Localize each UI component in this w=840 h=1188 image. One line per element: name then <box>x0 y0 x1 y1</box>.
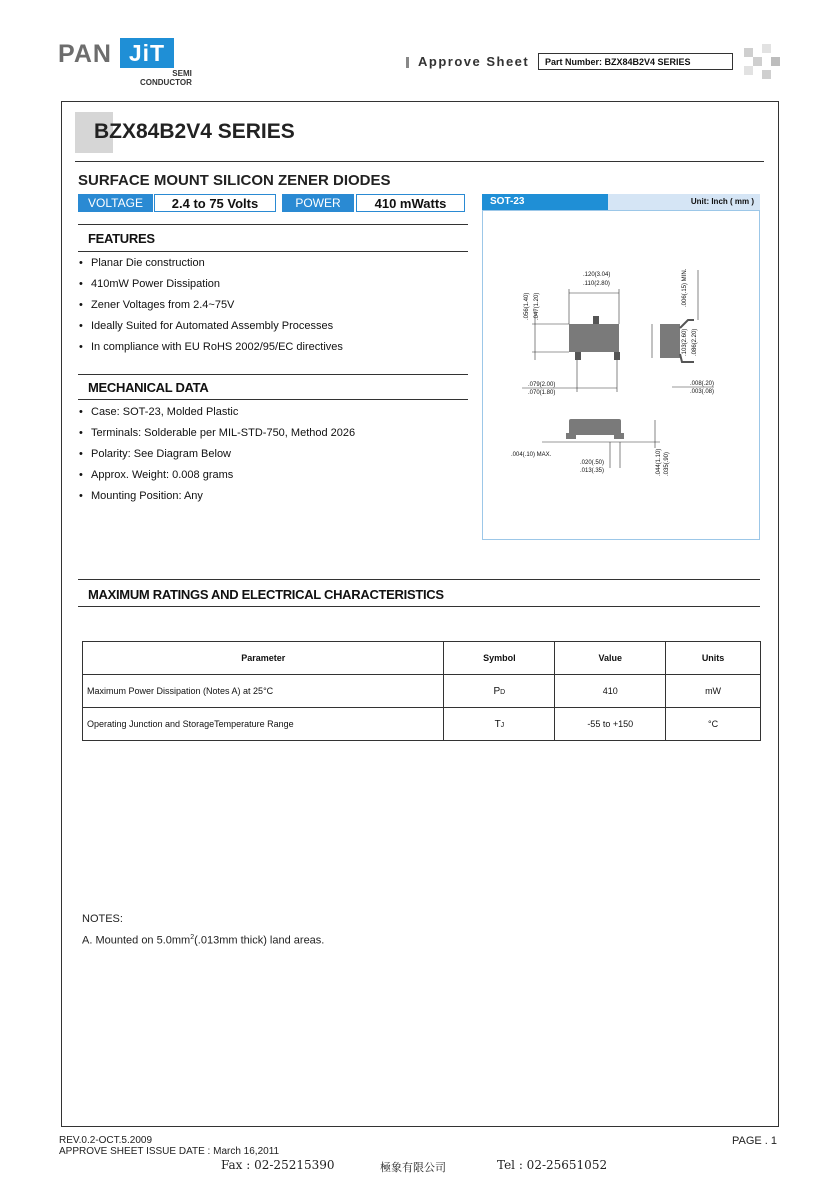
issue-date-text: APPROVE SHEET ISSUE DATE : March 16,2011 <box>59 1146 280 1157</box>
column-header: Units <box>666 642 761 675</box>
logo-subtitle <box>140 69 192 87</box>
table-header-row <box>83 642 761 675</box>
list-item: • Zener Voltages from 2.4~75V <box>79 299 235 311</box>
top-pin <box>593 316 599 324</box>
product-subtitle: SURFACE MOUNT SILICON ZENER DIODES <box>78 172 391 189</box>
symbol-main: T <box>494 718 501 730</box>
symbol-main: P <box>493 685 501 697</box>
list-item: • Terminals: Solderable per MIL-STD-750, Method 2026 <box>79 427 356 439</box>
symbol-cell <box>444 708 555 741</box>
approve-marker <box>406 57 409 68</box>
revision-text: REV.0.2-OCT.5.2009 <box>59 1135 153 1146</box>
units-cell: mW <box>666 675 761 708</box>
dim-pitch-b: .070(1.80) <box>528 390 556 396</box>
bottom-pin-left <box>575 352 581 360</box>
value-cell: 410 <box>555 675 666 708</box>
ratings-heading: MAXIMUM RATINGS AND ELECTRICAL CHARACTERISTICS <box>88 587 444 602</box>
units-cell: °C <box>666 708 761 741</box>
list-item: • Planar Die construction <box>79 257 205 269</box>
power-label: POWER <box>282 194 354 212</box>
dim-thick-b: .003(.08) <box>690 389 715 395</box>
front-view-body <box>569 419 621 435</box>
mechanical-text: Polarity: See Diagram Below <box>91 448 232 460</box>
dim-width-a: .120(3.04) <box>583 272 611 278</box>
features-top-rule <box>78 224 468 225</box>
list-item: • Case: SOT-23, Molded Plastic <box>79 406 239 418</box>
fax-number: Fax : 02-25215390 <box>221 1158 335 1172</box>
table-row <box>83 675 761 708</box>
dim-width-b: .110(2.80) <box>583 281 610 287</box>
symbol-subscript: J <box>500 721 505 729</box>
logo-pan-text: PAN <box>58 40 112 68</box>
sot23-outline-drawing <box>482 210 760 540</box>
voltage-label: VOLTAGE <box>78 194 153 212</box>
dim-body-height-a: .044(1.10) <box>656 448 662 476</box>
feature-text: 410mW Power Dissipation <box>91 278 220 290</box>
dim-pitch-a: .079(2.00) <box>528 382 556 388</box>
ratings-table <box>82 641 761 741</box>
company-name: 極象有限公司 <box>380 1161 446 1174</box>
list-item: • 410mW Power Dissipation <box>79 278 220 290</box>
mechanical-text: Mounting Position: Any <box>91 490 203 502</box>
notes-heading: NOTES: <box>82 913 123 925</box>
mechanical-text: Case: SOT-23, Molded Plastic <box>91 406 239 418</box>
list-item: • Approx. Weight: 0.008 grams <box>79 469 234 481</box>
column-header: Parameter <box>83 642 444 675</box>
part-number-box: Part Number: BZX84B2V4 SERIES <box>538 53 733 70</box>
mechanical-bottom-rule <box>78 399 468 400</box>
note-a <box>82 934 324 947</box>
mechanical-heading: MECHANICAL DATA <box>88 380 209 395</box>
mechanical-top-rule <box>78 374 468 375</box>
power-value: 410 mWatts <box>356 194 465 212</box>
note-a-text: A. Mounted on 5.0mm <box>82 934 191 947</box>
dim-lead-width-a: .020(.50) <box>580 460 605 466</box>
logo-jit-badge: JiT <box>120 38 174 68</box>
value-cell: -55 to +150 <box>555 708 666 741</box>
symbol-subscript: D <box>500 688 506 696</box>
side-view-body <box>660 324 680 358</box>
top-view-body <box>569 324 619 352</box>
ratings-top-rule <box>78 579 760 580</box>
list-item: • Polarity: See Diagram Below <box>79 448 232 460</box>
dim-standoff: .004(.10) MAX. <box>511 452 552 458</box>
feature-text: Zener Voltages from 2.4~75V <box>91 299 235 311</box>
parameter-cell: Operating Junction and StorageTemperature Range <box>83 708 444 741</box>
list-item: • Mounting Position: Any <box>79 490 203 502</box>
dim-height-b: .047(1.20) <box>534 292 540 320</box>
package-name: SOT-23 <box>482 194 608 210</box>
package-unit: Unit: Inch ( mm ) <box>690 197 754 206</box>
voltage-value: 2.4 to 75 Volts <box>154 194 276 212</box>
column-header: Value <box>555 642 666 675</box>
list-item: • In compliance with EU RoHS 2002/95/EC directives <box>79 341 343 353</box>
feature-text: Ideally Suited for Automated Assembly Processes <box>91 320 334 332</box>
list-item: • Ideally Suited for Automated Assembly Processes <box>79 320 334 332</box>
features-list <box>79 253 343 358</box>
features-heading: FEATURES <box>88 231 155 246</box>
series-title: BZX84B2V4 SERIES <box>94 120 295 143</box>
mechanical-text: Approx. Weight: 0.008 grams <box>91 469 234 481</box>
bottom-pin-right <box>614 352 620 360</box>
mechanical-text: Terminals: Solderable per MIL-STD-750, Method 2026 <box>91 427 356 439</box>
mechanical-list <box>79 402 355 507</box>
dim-side-b: .086(2.20) <box>692 328 698 356</box>
tel-number: Tel : 02-25651052 <box>497 1158 608 1172</box>
dim-thick-a: .008(.20) <box>690 381 715 387</box>
dim-lead-top: .006(.15) MIN. <box>682 268 688 307</box>
page-number: PAGE . 1 <box>732 1135 778 1147</box>
feature-text: Planar Die construction <box>91 257 205 269</box>
note-a-text-end: (.013mm thick) land areas. <box>194 934 325 947</box>
symbol-cell <box>444 675 555 708</box>
approve-sheet-label: Approve Sheet <box>418 54 530 69</box>
title-divider <box>75 161 764 162</box>
ratings-bottom-rule <box>78 606 760 607</box>
logo-sub-conductor: CONDUCTOR <box>140 78 192 87</box>
note-a-superscript: 2 <box>190 934 195 941</box>
logo-sub-semi: SEMI <box>172 69 192 78</box>
dim-height-a: .056(1.40) <box>524 292 530 320</box>
dim-body-height-b: .035(.90) <box>664 451 670 476</box>
parameter-cell: Maximum Power Dissipation (Notes A) at 25°C <box>83 675 444 708</box>
dim-side-a: .103(2.60) <box>682 328 688 356</box>
features-bottom-rule <box>78 251 468 252</box>
dim-lead-width-b: .013(.35) <box>580 468 605 474</box>
column-header: Symbol <box>444 642 555 675</box>
table-row <box>83 708 761 741</box>
feature-text: In compliance with EU RoHS 2002/95/EC directives <box>91 341 343 353</box>
